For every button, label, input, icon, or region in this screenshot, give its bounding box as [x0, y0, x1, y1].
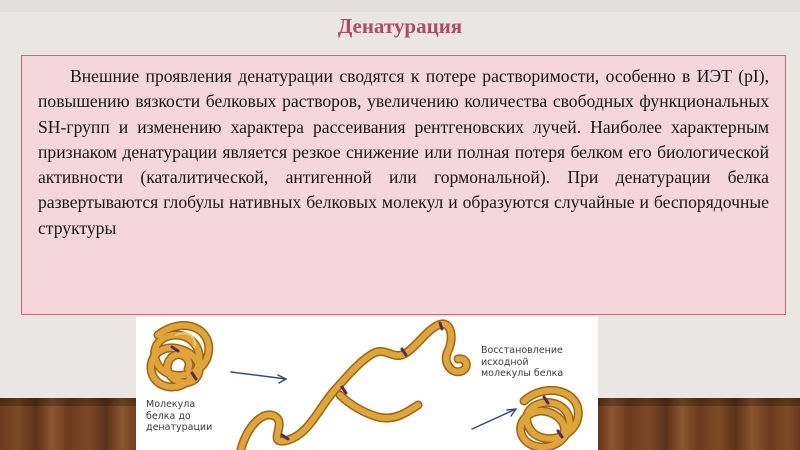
page-title: Денатурация: [337, 14, 463, 38]
text-panel: [21, 55, 786, 315]
restored-protein-globule: [521, 390, 579, 447]
body-paragraph: Внешние проявления денатурации сводятся к потере растворимости, особенно в ИЭТ (pI), повышению вязкости белковых растворов, увеличению количества свободных функциональных SH-групп и изменению характера рассеивания рентгеновских лучей. Наиболее характерным признаком денатурации является резкое снижение или полная потеря белком его биологической активности (каталитической, антигенной или гормональной). При денатурации белка развертываются глобулы нативных белковых молекул и образуются случайные и беспорядочные структуры: [38, 66, 769, 238]
top-band: [0, 0, 800, 12]
caption-before-denaturation: Молекула белка до денатурации: [146, 399, 213, 433]
arrow-icon: [472, 409, 516, 429]
denaturation-illustration: [136, 317, 598, 450]
native-protein-globule: [151, 326, 209, 387]
bond-markers: [172, 323, 562, 439]
denatured-protein-chain: [241, 324, 466, 449]
caption-restored-molecule: Восстановление исходной молекулы белка: [481, 345, 564, 379]
arrow-icon: [231, 372, 286, 383]
